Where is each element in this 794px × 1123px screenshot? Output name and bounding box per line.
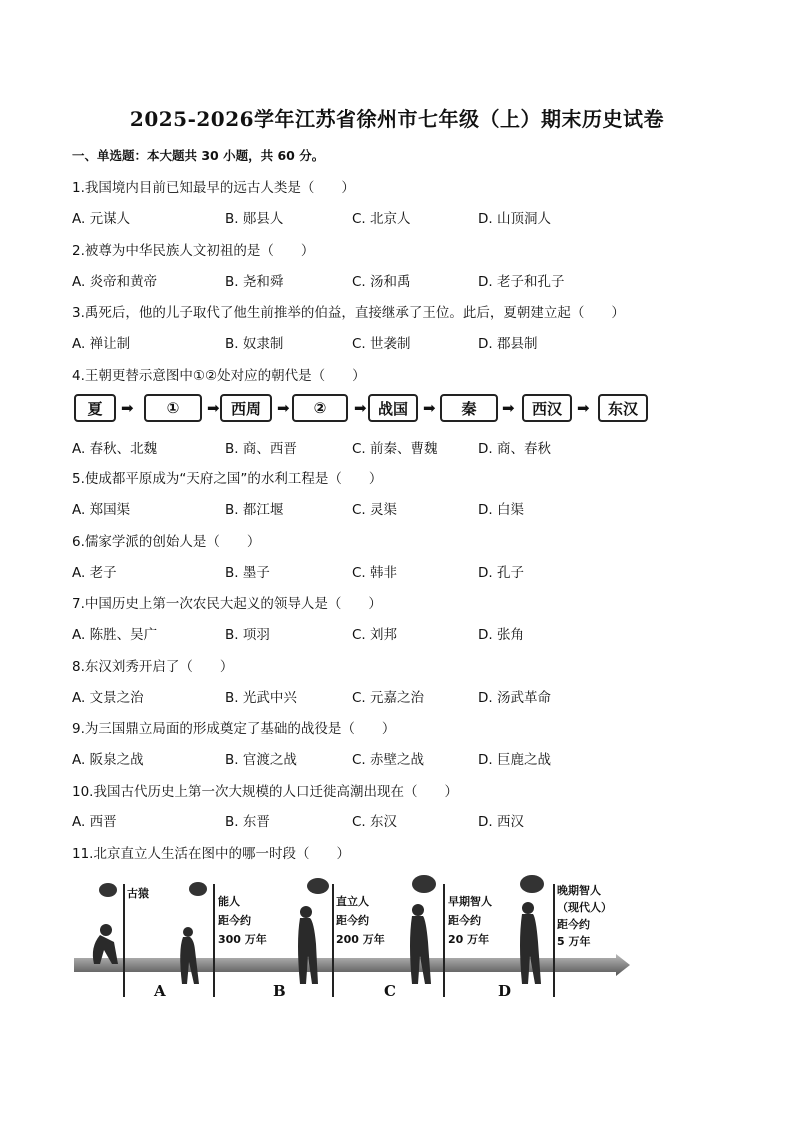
- answer-option[interactable]: B. 墨子: [225, 565, 270, 581]
- stage-divider: [332, 884, 334, 997]
- answer-option[interactable]: D. 白渠: [478, 502, 524, 518]
- answer-option[interactable]: A. 西晋: [72, 814, 117, 830]
- answer-option[interactable]: A. 陈胜、吴广: [72, 627, 158, 643]
- question-stem: 3.禹死后，他的儿子取代了他生前推举的伯益，直接继承了王位。此后，夏朝建立起（ ）: [72, 305, 625, 321]
- option-row: [72, 207, 772, 227]
- timeline-arrow: [74, 954, 630, 976]
- answer-option[interactable]: B. 尧和舜: [225, 274, 284, 290]
- option-row: [72, 810, 772, 830]
- stage-label: 直立人 距今约 200 万年: [336, 895, 385, 946]
- stage-divider: [553, 884, 555, 997]
- arrow-right-icon: ➡: [277, 399, 290, 417]
- answer-option[interactable]: A. 禅让制: [72, 336, 131, 352]
- answer-option[interactable]: B. 奴隶制: [225, 336, 284, 352]
- brain-icon: [412, 875, 436, 893]
- brain-icon: [189, 882, 207, 896]
- answer-option[interactable]: D. 商、春秋: [478, 441, 551, 457]
- answer-option[interactable]: C. 赤壁之战: [352, 752, 425, 768]
- dynasty-box: 东汉: [598, 394, 648, 422]
- stage-label: 古猿: [127, 887, 149, 900]
- answer-option[interactable]: A. 炎帝和黄帝: [72, 274, 158, 290]
- question-stem: 6.儒家学派的创始人是（ ）: [72, 534, 261, 550]
- answer-option[interactable]: B. 都江堰: [225, 502, 284, 518]
- arrow-right-icon: ➡: [207, 399, 220, 417]
- question-stem: 4.王朝更替示意图中①②处对应的朝代是（ ）: [72, 368, 366, 384]
- answer-option[interactable]: D. 巨鹿之战: [478, 752, 551, 768]
- answer-option[interactable]: D. 山顶洞人: [478, 211, 551, 227]
- segment-label-c: C: [384, 982, 396, 1000]
- dynasty-box: 西汉: [522, 394, 572, 422]
- question-stem: 11.北京直立人生活在图中的哪一时段（ ）: [72, 846, 350, 862]
- answer-option[interactable]: D. 张角: [478, 627, 524, 643]
- option-row: [72, 561, 772, 581]
- stage-divider: [443, 884, 445, 997]
- dynasty-box: 西周: [220, 394, 272, 422]
- segment-label-b: B: [273, 982, 286, 1000]
- answer-option[interactable]: D. 西汉: [478, 814, 524, 830]
- human-evolution-figure: [70, 872, 634, 1007]
- arrow-right-icon: ➡: [577, 399, 590, 417]
- answer-option[interactable]: C. 韩非: [352, 565, 398, 581]
- question-stem: 5.使成都平原成为“天府之国”的水利工程是（ ）: [72, 471, 383, 487]
- brain-icon: [99, 883, 117, 897]
- brain-icon: [520, 875, 544, 893]
- answer-option[interactable]: B. 东晋: [225, 814, 270, 830]
- dynasty-box: 夏: [74, 394, 116, 422]
- answer-option[interactable]: D. 老子和孔子: [478, 274, 565, 290]
- answer-option[interactable]: A. 元谋人: [72, 211, 131, 227]
- dynasty-box: 秦: [440, 394, 498, 422]
- arrow-right-icon: ➡: [502, 399, 515, 417]
- dynasty-box: 战国: [368, 394, 418, 422]
- answer-option[interactable]: A. 阪泉之战: [72, 752, 144, 768]
- brain-icon: [307, 878, 329, 894]
- answer-option[interactable]: C. 北京人: [352, 211, 411, 227]
- answer-option[interactable]: C. 世袭制: [352, 336, 411, 352]
- dynasty-box-blank-2: ②: [292, 394, 348, 422]
- segment-label-a: A: [154, 982, 166, 1000]
- answer-option[interactable]: A. 文景之治: [72, 690, 144, 706]
- stage-divider: [213, 884, 215, 997]
- answer-option[interactable]: C. 东汉: [352, 814, 398, 830]
- answer-option[interactable]: C. 汤和禹: [352, 274, 411, 290]
- arrow-right-icon: ➡: [354, 399, 367, 417]
- option-row: [72, 498, 772, 518]
- question-stem: 8.东汉刘秀开启了（ ）: [72, 659, 234, 675]
- answer-option[interactable]: C. 前秦、曹魏: [352, 441, 438, 457]
- answer-option[interactable]: D. 郡县制: [478, 336, 538, 352]
- arrow-right-icon: ➡: [121, 399, 134, 417]
- question-stem: 7.中国历史上第一次农民大起义的领导人是（ ）: [72, 596, 382, 612]
- page-title: 2025-2026学年江苏省徐州市七年级（上）期末历史试卷: [129, 107, 665, 131]
- option-row: [72, 748, 772, 768]
- dynasty-box-blank-1: ①: [144, 394, 202, 422]
- dynasty-chain-diagram: [72, 394, 652, 426]
- answer-option[interactable]: C. 灵渠: [352, 502, 398, 518]
- question-stem: 1.我国境内目前已知最早的远古人类是（ ）: [72, 180, 355, 196]
- answer-option[interactable]: B. 郧县人: [225, 211, 284, 227]
- question-stem: 10.我国古代历史上第一次大规模的人口迁徙高潮出现在（ ）: [72, 784, 458, 800]
- answer-option[interactable]: B. 光武中兴: [225, 690, 297, 706]
- stage-label: 能人 距今约 300 万年: [218, 895, 267, 946]
- answer-option[interactable]: A. 郑国渠: [72, 502, 131, 518]
- answer-option[interactable]: B. 项羽: [225, 627, 270, 643]
- stage-label: 晚期智人 （现代人） 距今约 5 万年: [557, 884, 612, 948]
- answer-option[interactable]: D. 汤武革命: [478, 690, 551, 706]
- stage-label: 早期智人 距今约 20 万年: [448, 895, 492, 946]
- answer-option[interactable]: C. 刘邦: [352, 627, 398, 643]
- section-heading: 一、单选题：本大题共 30 小题，共 60 分。: [72, 148, 325, 163]
- answer-option[interactable]: B. 官渡之战: [225, 752, 297, 768]
- stage-divider: [123, 884, 125, 997]
- question-stem: 2.被尊为中华民族人文初祖的是（ ）: [72, 243, 315, 259]
- answer-option[interactable]: A. 春秋、北魏: [72, 441, 158, 457]
- option-row: [72, 332, 772, 352]
- segment-label-d: D: [498, 982, 512, 1000]
- option-row: [72, 686, 772, 706]
- question-stem: 9.为三国鼎立局面的形成奠定了基础的战役是（ ）: [72, 721, 396, 737]
- answer-option[interactable]: C. 元嘉之治: [352, 690, 425, 706]
- arrow-right-icon: ➡: [423, 399, 436, 417]
- option-row: [72, 437, 772, 457]
- option-row: [72, 270, 772, 290]
- answer-option[interactable]: B. 商、西晋: [225, 441, 297, 457]
- answer-option[interactable]: D. 孔子: [478, 565, 524, 581]
- option-row: [72, 623, 772, 643]
- answer-option[interactable]: A. 老子: [72, 565, 117, 581]
